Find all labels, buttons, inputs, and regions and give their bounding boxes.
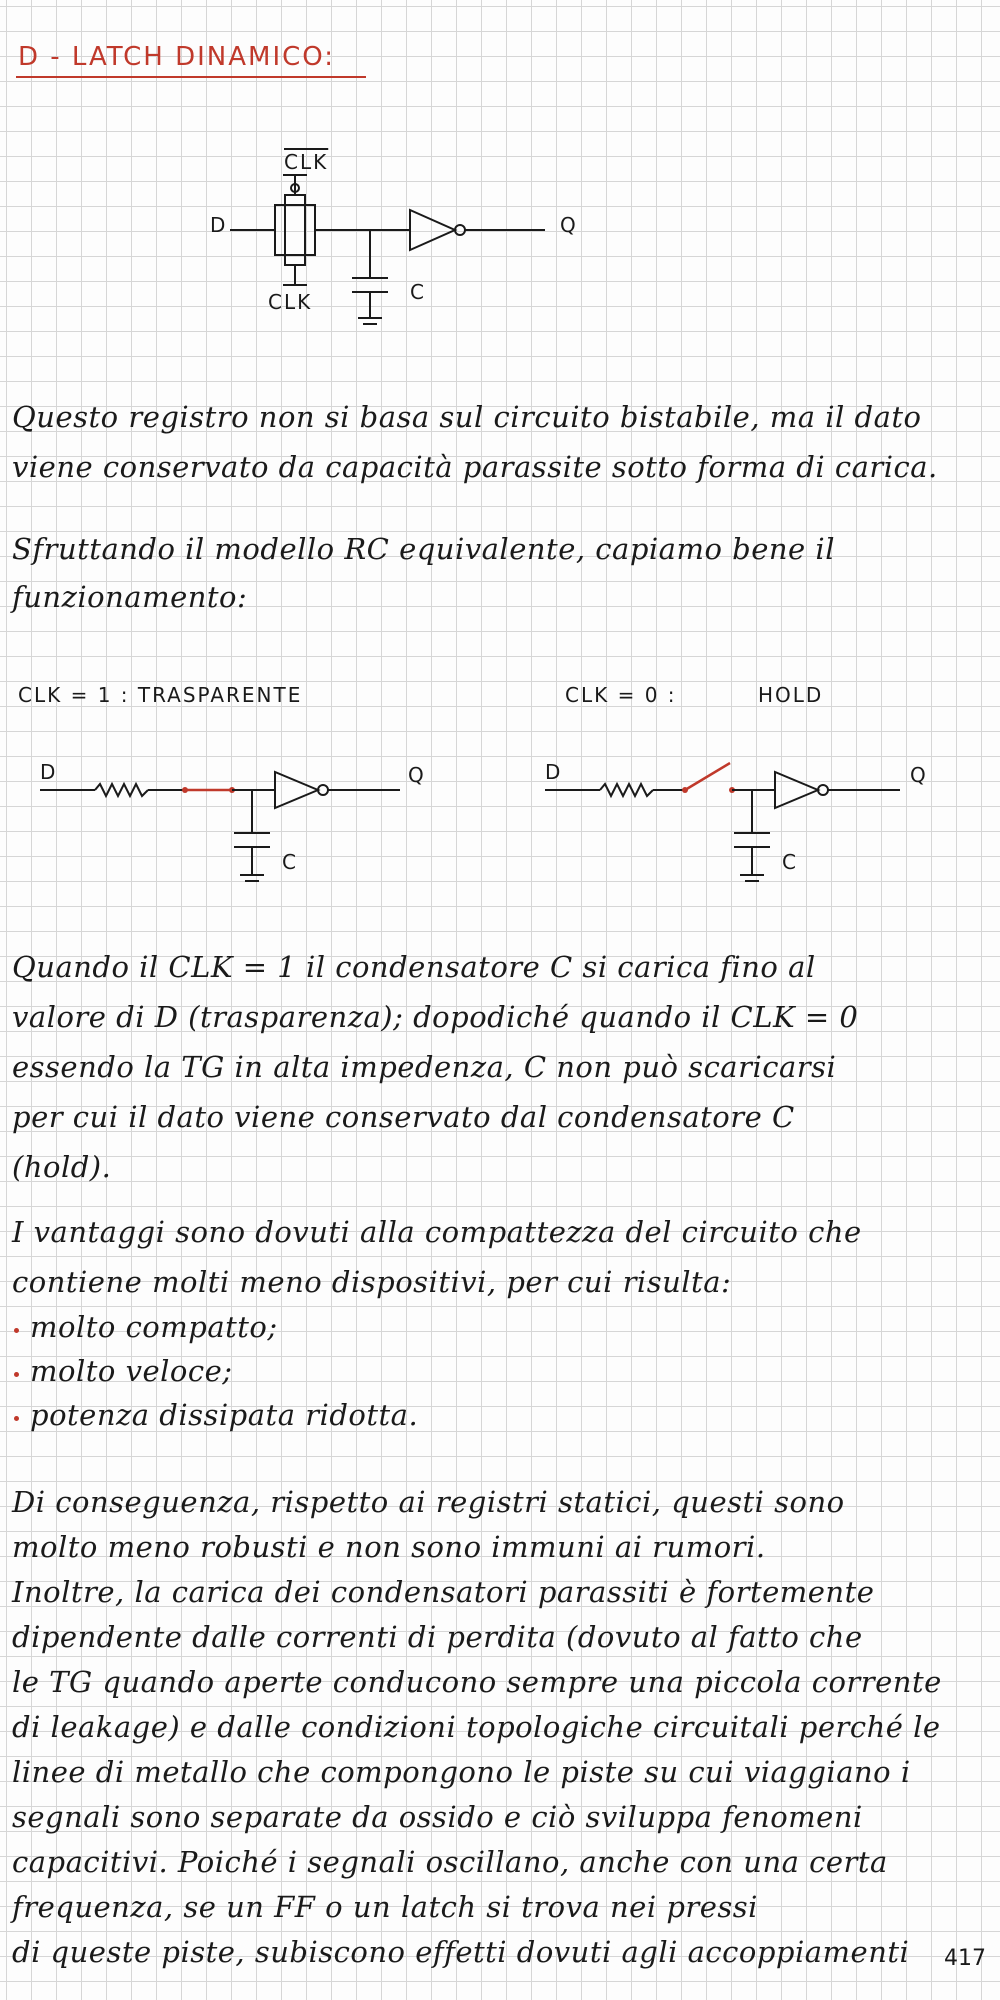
para4-line2: contiene molti meno dispositivi, per cui risulta:	[12, 1265, 732, 1299]
left-c-label: C	[282, 850, 298, 874]
right-d-label: D	[545, 760, 563, 784]
para1-line1: Questo registro non si basa sul circuito bistabile, ma il dato	[12, 400, 922, 434]
q-label: Q	[560, 213, 578, 237]
para5-line5: le TG quando aperte conducono sempre una piccola corrente	[12, 1665, 942, 1699]
mode-hold-title: CLK = 0 :	[565, 683, 677, 707]
para5-line11: di queste piste, subiscono effetti dovuti agli accoppiamenti	[12, 1935, 910, 1969]
clk-bar-label: $\overline{CLK}$	[284, 150, 329, 174]
para5-line8: segnali sono separate da ossido e ciò sviluppa fenomeni	[12, 1800, 863, 1834]
para3-line3: essendo la TG in alta impedenza, C non può scaricarsi	[12, 1050, 837, 1084]
open-switch	[685, 763, 730, 790]
mode-transparent-title: CLK = 1 : TRASPARENTE	[18, 683, 303, 707]
page-number: 417	[944, 1946, 986, 1971]
para3-line1: Quando il CLK = 1 il condensatore C si carica fino al	[12, 950, 816, 984]
para2-line1: Sfruttando il modello RC equivalente, capiamo bene il	[12, 532, 835, 566]
para5-line10: frequenza, se un FF o un latch si trova nei pressi	[12, 1890, 758, 1924]
bullet-item: molto compatto;	[30, 1310, 278, 1344]
resistor-left	[95, 784, 148, 796]
para1-line2: viene conservato da capacità parassite sotto forma di carica.	[12, 450, 938, 484]
left-q-label: Q	[408, 763, 426, 787]
capacitor-label: C	[410, 280, 426, 304]
bullet-item: potenza dissipata ridotta.	[30, 1398, 419, 1432]
bullet-dot	[14, 1372, 19, 1377]
left-d-label: D	[40, 760, 58, 784]
d-label: D	[210, 213, 228, 237]
para3-line5: (hold).	[12, 1150, 112, 1184]
page-title: D - LATCH DINAMICO:	[18, 42, 336, 72]
mode-hold-label: HOLD	[758, 683, 824, 707]
para5-line3: Inoltre, la carica dei condensatori parassiti è fortemente	[12, 1575, 875, 1609]
bullet-item: molto veloce;	[30, 1354, 233, 1388]
para5-line9: capacitivi. Poiché i segnali oscillano, anche con una certa	[12, 1845, 888, 1879]
para2-line2: funzionamento:	[12, 580, 248, 614]
para3-line4: per cui il dato viene conservato dal condensatore C	[12, 1100, 795, 1134]
right-q-label: Q	[910, 763, 928, 787]
para4-line1: I vantaggi sono dovuti alla compattezza del circuito che	[12, 1215, 862, 1249]
para3-line2: valore di D (trasparenza); dopodiché quando il CLK = 0	[12, 1000, 859, 1034]
para5-line4: dipendente dalle correnti di perdita (dovuto al fatto che	[12, 1620, 863, 1654]
resistor-right	[600, 784, 653, 796]
para5-line1: Di conseguenza, rispetto ai registri statici, questi sono	[12, 1485, 845, 1519]
clk-label: CLK	[268, 290, 313, 314]
para5-line7: linee di metallo che compongono le piste su cui viaggiano i	[12, 1755, 911, 1789]
right-c-label: C	[782, 850, 798, 874]
para5-line6: di leakage) e dalle condizioni topologiche circuitali perché le	[12, 1710, 941, 1744]
bullet-dot	[14, 1416, 19, 1421]
para5-line2: molto meno robusti e non sono immuni ai rumori.	[12, 1530, 766, 1564]
bullet-dot	[14, 1328, 19, 1333]
